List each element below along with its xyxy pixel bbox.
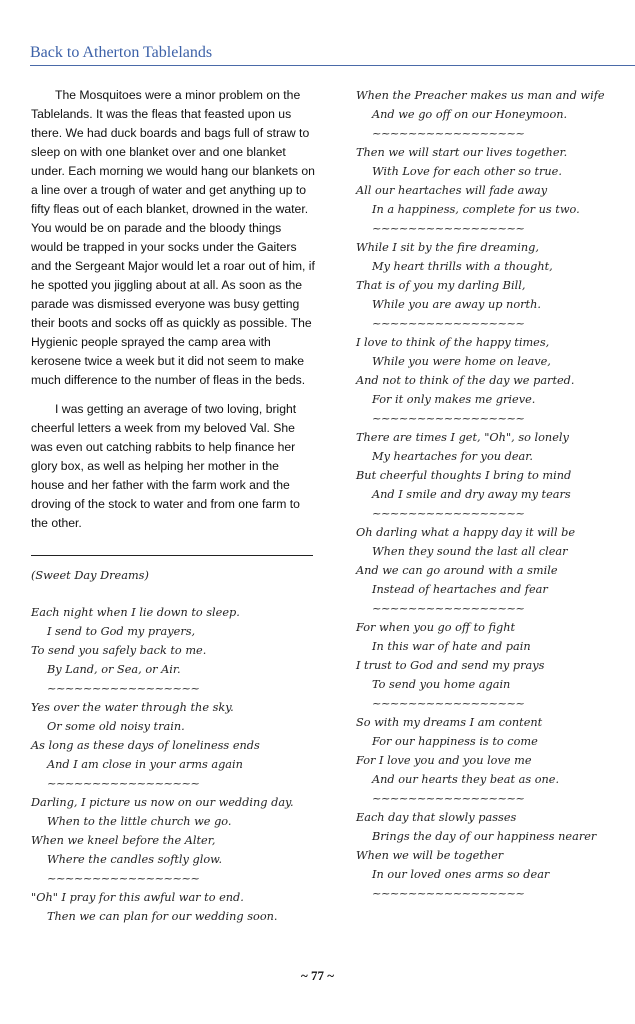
stanza-separator: ~~~~~~~~~~~~~~~~~ [372,317,525,330]
section-divider [31,555,313,556]
poem-line: So with my dreams I am content [356,716,543,729]
poem-line: Yes over the water through the sky. [31,701,234,714]
running-header [30,44,635,66]
stanza-separator: ~~~~~~~~~~~~~~~~~ [372,222,525,235]
poem-line: My heart thrills with a thought, [372,260,553,273]
poem-line: In this war of hate and pain [372,640,531,653]
page-number: ~ 77 ~ [300,968,335,983]
poem-line: And I smile and dry away my tears [372,488,571,501]
poem-line: With Love for each other so true. [372,165,562,178]
poem-title: (Sweet Day Dreams) [31,569,149,582]
poem-line: Then we will start our lives together. [356,146,568,159]
stanza-separator: ~~~~~~~~~~~~~~~~~ [372,792,525,805]
poem-line: When the Preacher makes us man and wife [356,89,605,102]
prose-section [31,86,315,533]
stanza-separator: ~~~~~~~~~~~~~~~~~ [47,872,200,885]
poem-line: While you are away up north. [372,298,541,311]
poem-lines-right [356,86,631,903]
poem-line: Where the candles softly glow. [47,853,223,866]
paragraph: I was getting an average of two loving, bright cheerful letters a week from my beloved Val. She was even out catching rabbits to help finance her glory box, as well as helping her mother in the house and her father with the farm work and the droving of the stock to water and from one farm to the other. [31,402,300,530]
poem-line: Each day that slowly passes [356,811,517,824]
poem-left [31,566,315,926]
poem-line: In a happiness, complete for us two. [372,203,580,216]
poem-line: All our heartaches will fade away [356,184,548,197]
poem-line: To send you safely back to me. [31,644,207,657]
right-column [356,86,631,903]
header-title: Back to Atherton Tablelands [30,44,213,61]
left-column [31,86,315,926]
poem-line: Or some old noisy train. [47,720,185,733]
poem-line: Instead of heartaches and fear [372,583,548,596]
stanza-separator: ~~~~~~~~~~~~~~~~~ [47,682,200,695]
poem-line: But cheerful thoughts I bring to mind [356,469,572,482]
poem-line: When we kneel before the Alter, [31,834,216,847]
poem-line: There are times I get, "Oh", so lonely [356,431,569,444]
poem-line: I trust to God and send my prays [356,659,545,672]
paragraph: The Mosquitoes were a minor problem on the Tablelands. It was the fleas that feasted upon us there. We had duck boards and bags full of straw to sleep on with one blanket over and one blanket under. Each morning we would hang our blankets on a line over a trough of water and get anything up to fifty fleas out of each blanket, drowned in the water. You would be on parade and the bloody things would be trapped in your socks under the Gaiters and the Sergeant Major would let a roar out of him, if he spotted you jiggling about at all. As soon as the parade was dismissed everyone was busy getting their boots and socks off as quickly as possible. The Hygienic people sprayed the camp area with kerosene twice a week but it did not seem to make much difference to the number of fleas in the beds. [31,88,315,387]
stanza-separator: ~~~~~~~~~~~~~~~~~ [372,602,525,615]
poem-line: That is of you my darling Bill, [356,279,526,292]
poem-line: And we can go around with a smile [356,564,558,577]
poem-line: Darling, I picture us now on our wedding day. [31,796,294,809]
poem-line: To send you home again [372,678,511,691]
poem-line: My heartaches for you dear. [372,450,534,463]
poem-line: While you were home on leave, [372,355,551,368]
poem-line: And our hearts they beat as one. [372,773,560,786]
stanza-separator: ~~~~~~~~~~~~~~~~~ [372,412,525,425]
poem-line: And I am close in your arms again [47,758,243,771]
poem-line: When we will be together [356,849,504,862]
stanza-separator: ~~~~~~~~~~~~~~~~~ [47,777,200,790]
poem-line: Brings the day of our happiness nearer [372,830,597,843]
poem-line: I send to God my prayers, [47,625,196,638]
poem-line: Then we can plan for our wedding soon. [47,910,278,923]
poem-line: For it only makes me grieve. [372,393,536,406]
poem-line: For when you go off to fight [356,621,516,634]
poem-line: While I sit by the fire dreaming, [356,241,539,254]
poem-right [356,86,631,903]
poem-line: When they sound the last all clear [372,545,568,558]
poem-line: And we go off on our Honeymoon. [372,108,568,121]
poem-line: By Land, or Sea, or Air. [47,663,181,676]
poem-lines-left [31,603,315,926]
poem-line: Oh darling what a happy day it will be [356,526,576,539]
stanza-separator: ~~~~~~~~~~~~~~~~~ [372,887,525,900]
poem-line: Each night when I lie down to sleep. [31,606,240,619]
poem-line: I love to think of the happy times, [356,336,550,349]
poem-line: In our loved ones arms so dear [372,868,550,881]
poem-line: For our happiness is to come [372,735,538,748]
stanza-separator: ~~~~~~~~~~~~~~~~~ [372,127,525,140]
poem-line: "Oh" I pray for this awful war to end. [31,891,244,904]
stanza-separator: ~~~~~~~~~~~~~~~~~ [372,697,525,710]
stanza-separator: ~~~~~~~~~~~~~~~~~ [372,507,525,520]
poem-line: And not to think of the day we parted. [356,374,575,387]
poem-line: For I love you and you love me [356,754,532,767]
poem-line: As long as these days of loneliness ends [31,739,260,752]
poem-line: When to the little church we go. [47,815,232,828]
